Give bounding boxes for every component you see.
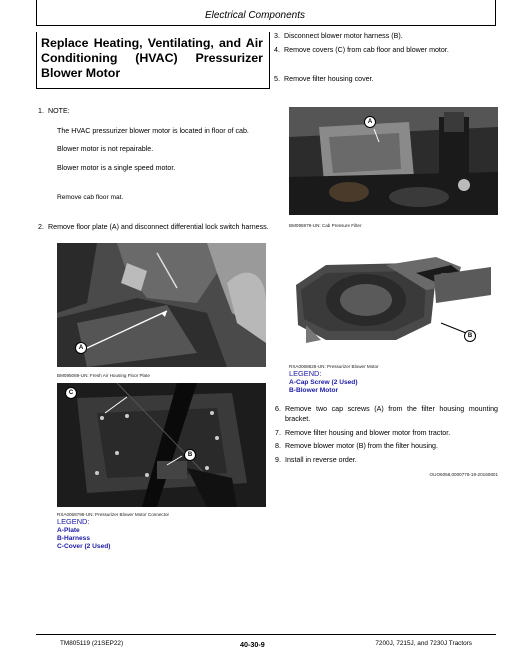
procedure-title: Replace Heating, Ventilating, and Air Conditioning (HVAC) Pressurizer Blower Motor [41, 36, 263, 80]
callout-a: A [75, 342, 87, 354]
step-number: 6. [275, 405, 281, 414]
step-text: Remove filter housing cover. [284, 75, 374, 84]
legend-item: C-Cover (2 Used) [57, 543, 111, 551]
section-title: Electrical Components [204, 10, 306, 21]
step-text: Remove blower motor (B) from the filter housing. [285, 442, 438, 451]
step-1-action [36, 193, 270, 203]
step-8 [273, 442, 498, 452]
step-3 [272, 32, 498, 42]
step-text: Remove floor plate (A) and disconnect differential lock switch harness. [48, 222, 269, 231]
reference-code: OUO6058,0000776-19-20160801 [429, 472, 498, 478]
step-text: Remove covers (C) from cab floor and blower motor. [284, 45, 449, 54]
legend-item: A-Cap Screw (2 Used) [289, 378, 358, 386]
motor-photo [286, 245, 496, 355]
connector-caption-block [57, 512, 169, 552]
figure-caption: BM095979-UN: Cab Pressure Filter [289, 223, 362, 228]
step-text: Remove filter housing and blower motor from tractor. [285, 428, 451, 437]
step-number: 5. [274, 75, 280, 84]
step-text: Remove two cap screws (A) from the filter housing mounting bracket. [285, 405, 498, 423]
step-6 [273, 405, 498, 424]
step-number: 2. [38, 222, 44, 231]
step-1 [36, 107, 270, 117]
action-line: Remove cab floor mat. [57, 194, 124, 202]
legend-item: B-Harness [57, 535, 90, 542]
legend-item: A-Plate [57, 526, 80, 534]
step-4 [272, 46, 498, 56]
connector-photo [57, 383, 266, 507]
callout-a: A [364, 116, 376, 128]
step-number: 9. [275, 455, 281, 464]
connector-illustration [57, 383, 266, 507]
footer-page-number: 40-30-9 [240, 640, 265, 649]
step-number: 8. [275, 442, 281, 451]
note-body [36, 127, 270, 174]
figure-caption: RXA0068826-UN: Pressurizer Blower Motor [289, 364, 379, 369]
footer-divider [36, 634, 496, 635]
right-column [272, 26, 498, 85]
step-number: 3. [274, 32, 280, 40]
step-5 [272, 75, 498, 85]
figure-caption: RXA0068796-UN: Pressurizer Blower Motor Connector [57, 512, 170, 517]
step-text: Disconnect blower motor harness (B). [284, 32, 403, 40]
footer-models: 7200J, 7215J, and 7230J Tractors [375, 640, 472, 647]
filter-photo [289, 107, 498, 215]
step-number: 4. [274, 45, 280, 54]
motor-caption-block [275, 364, 498, 478]
floor-plate-photo [57, 243, 266, 367]
procedure-heading-box [36, 32, 270, 89]
legend-title: LEGEND: [289, 369, 322, 378]
callout-b: B [184, 449, 196, 461]
legend-title: LEGEND: [57, 517, 90, 526]
floor-plate-illustration [57, 243, 266, 367]
note-line: Blower motor is not repairable. [57, 145, 154, 154]
step-2 [36, 223, 270, 233]
step-number: 7. [275, 428, 281, 437]
step-text: NOTE: [48, 107, 70, 115]
callout-b: B [464, 330, 476, 342]
note-line: The HVAC pressurizer blower motor is located in floor of cab. [57, 126, 249, 135]
legend-item: B-Blower Motor [289, 387, 339, 394]
step-7 [273, 429, 498, 439]
callout-c: C [65, 387, 77, 399]
filter-illustration [289, 107, 498, 215]
step-9 [273, 456, 498, 466]
left-column [36, 26, 270, 233]
footer-doc-id: TM805119 (21SEP22) [60, 640, 124, 647]
note-line: Blower motor is a single speed motor. [57, 163, 176, 172]
step-number: 1. [38, 107, 44, 115]
figure-caption: BM095069-UN: Fresh Air Housing Floor Plate [57, 373, 150, 378]
step-text: Install in reverse order. [285, 455, 357, 464]
